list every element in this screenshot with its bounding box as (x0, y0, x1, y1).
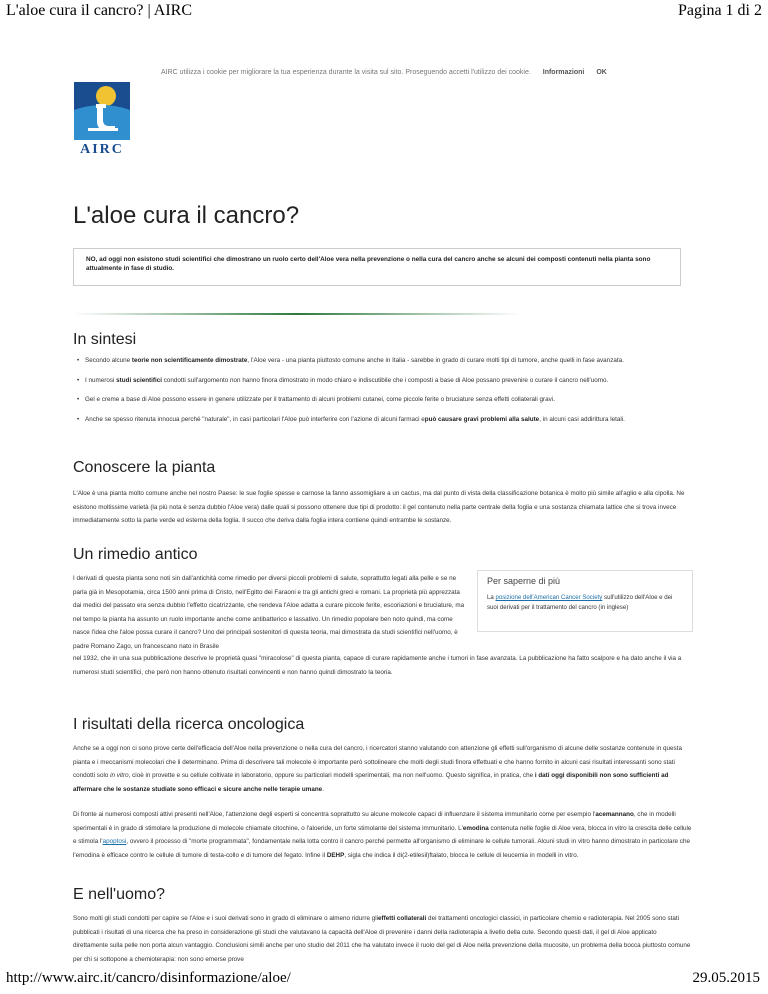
paragraph-ricerca-2: Di fronte ai numerosi composti attivi presenti nell'Aloe, l'attenzione degli esperti si concentra soprattutto su alcune molecole capaci di influenzare il sistema immunitario come per esempio l'acemannano, che in modelli sperimentali è in grado di stimolare la produzione di molecole chiamate citochine, o l'aloeride, un forte stimolante del sistema immunitario. L'emodina contenuta nelle foglie di Aloe vera, blocca in vitro la crescita delle cellule e stimola l'apoptosi, ovvero il processo di "morte programmata", fondamentale nella lotta contro il cancro perché permette all'organismo di eliminare le cellule tumorali. Alcuni studi in vitro hanno dimostrato in particolare che l'emodina è efficace contro le cellule di tumore di testa-collo e di tumore del fegato. Infine il DEHP, sigla che indica il di(2-etilesil)ftalato, blocca le cellule di leucemia in modelli in vitro. (73, 811, 692, 859)
print-header-page: Pagina 1 di 2 (678, 2, 762, 19)
summary-list (73, 354, 693, 432)
paragraph-rimedio-2: nel 1932, che in una sua pubblicazione descrive le proprietà quasi "miracolose" di questa pianta, capace di curare rapidamente anche i tumori in fase avanzata. La pubblicazione ha fatto scalpore e ha dato anche il via a numerosi studi scientifici, che però non hanno ottenuto risultati convincenti e non hanno quindi dimostrato la teoria. (73, 655, 682, 676)
heading-nell-uomo: E nell'uomo? (73, 886, 165, 903)
cookie-bar (161, 69, 607, 76)
heading-un-rimedio-antico: Un rimedio antico (73, 546, 198, 563)
print-footer-date: 29.05.2015 (692, 970, 760, 986)
list-item: • Secondo alcune teorie non scientificamente dimostrate, l'Aloe vera - una pianta piuttosto comune anche in Italia - sarebbe in grado di curare molti tipi di tumore, anche quelli in fase avanzata. (73, 354, 693, 368)
paragraph-rimedio-1: I derivati di questa pianta sono noti sin dall'antichità come rimedio per diversi piccoli problemi di salute, soprattutto legati alla pelle e se ne parla già in Mesopotamia, circa 1500 anni prima di Cristo, nell'Egitto dei Faraoni e tra gli antichi greci e romani. La proprietà più apprezzata dai medici del passato era senza dubbio l'effetto cicatrizzante, che rendeva l'Aloe adatta a curare piccole ferite, escoriazioni e bruciature, ma nel tempo la pianta ha assunto un ruolo importante anche come antibatterico e lassativo. Un rimedio popolare ben noto quindi, ma come nasce l'idea che l'aloe possa curare il cancro? Uno dei principali sostenitori di questa teoria, mai dimostrata da studi scientifici nell'uomo, è padre Romano Zago, un francescano nato in Brasile (73, 575, 465, 650)
heading-conoscere-la-pianta: Conoscere la pianta (73, 459, 216, 476)
list-item: • I numerosi studi scientifici condotti sull'argomento non hanno finora dimostrato in modo chiaro e indiscutibile che i composti a base di Aloe possano prevenire o curare il cancro nell'uomo. (73, 374, 693, 388)
cookie-text: AIRC utilizza i cookie per migliorare la tua esperienza durante la visita sul sito. Proseguendo accetti l'utilizzo dei cookie. (161, 69, 531, 76)
paragraph-ricerca-1: Anche se a oggi non ci sono prove certe dell'efficacia dell'Aloe nella prevenzione o nella cura del cancro, i ricercatori stanno valutando con attenzione gli effetti sull'organismo di alcune delle sostanze contenute in questa pianta e i meccanismi molecolari che li determinano. Prima di descrivere tali molecole è importante però sottolineare che molti degli studi finora effettuati e che hanno fornito in alcuni casi risultati interessanti sono stati condotti solo in vitro, cioè in provette e su cellule coltivate in laboratorio, oppure su particolari modelli sperimentali, ma non nell'uomo. Questo significa, in pratica, che i dati oggi disponibili non sono sufficienti ad affermare che le sostanze studiate sono efficaci e sicure anche nelle terapie umane. (73, 745, 682, 793)
logo-text: AIRC (80, 142, 124, 157)
logo-emblem-icon (74, 82, 130, 140)
cookie-info-link[interactable]: Informazioni (542, 69, 585, 76)
acs-position-link[interactable]: posizione dell'American Cancer Society (495, 594, 603, 601)
related-info-heading: Per saperne di più (487, 576, 561, 586)
heading-in-sintesi: In sintesi (73, 331, 137, 348)
list-item: • Anche se spesso ritenuta innocua perché "naturale", in casi particolari l'Aloe può interferire con l'azione di alcuni farmaci epuò causare gravi problemi alla salute, in alcuni casi addirittura letali. (73, 413, 693, 427)
summary-box: NO, ad oggi non esistono studi scientifici che dimostrano un ruolo certo dell'Aloe vera nella prevenzione o nella cura del cancro anche se alcuni dei composti contenuti nella pianta sono attualmente in fase di studio. (73, 248, 681, 286)
list-item: • Gel e creme a base di Aloe possono essere in genere utilizzate per il trattamento di alcuni problemi cutanei, come piccole ferite o bruciature senza effetti collaterali gravi. (73, 393, 693, 407)
print-header-title: L'aloe cura il cancro? | AIRC (6, 2, 193, 19)
airc-logo[interactable] (74, 82, 130, 162)
paragraph-uomo: Sono molti gli studi condotti per capire se l'Aloe e i suoi derivati sono in grado di eliminare o almeno ridurre glieffetti collaterali dei trattamenti oncologici classici, in particolare chemio e radioterapia. Nel 2005 sono stati pubblicati i risultati di una ricerca che ha preso in considerazione gli studi che valutavano la capacità dell'Aloe di prevenire i danni della radioterapia a livello della cute. Secondo questi dati, il gel di Aloe applicato direttamente sulla pelle non porta alcun vantaggio. Conclusioni simili anche per uno studio del 2011 che ha valutato invece il ruolo del gel di Aloe nella prevenzione della mucosite, un problema della bocca piuttosto comune per chi si sottopone a chemioterapia: non sono emerse prove (73, 915, 691, 963)
heading-risultati-ricerca: I risultati della ricerca oncologica (73, 716, 305, 733)
page-title: L'aloe cura il cancro? (73, 202, 300, 229)
related-info-text: La posizione dell'American Cancer Society sull'utilizzo dell'Aloe e dei suoi derivati per il trattamento del cancro (in inglese) (487, 594, 673, 611)
cookie-ok-button[interactable]: OK (596, 69, 607, 76)
related-info-box (477, 570, 693, 632)
logo-mark (74, 82, 130, 140)
paragraph-pianta: L'Aloe è una pianta molto comune anche nel nostro Paese: le sue foglie spesse e carnose la fanno assomigliare a un cactus, ma dal punto di vista della classificazione botanica è molto più simile all'aglio e alla cipolla. Ne esistono moltissime varietà (la più nota è senza dubbio l'Aloe vera) dalle quali si possono ottenere due tipi di prodotto: il gel contenuto nella parte centrale della foglia e una sostanza chiamata lattice che si trova invece immediatamente sotto la parte verde ed esterna della foglia. Il succo che deriva dalla foglia intera contiene quindi entrambe le sostanze. (73, 490, 685, 524)
print-footer-url: http://www.airc.it/cancro/disinformazione/aloe/ (6, 970, 291, 986)
section-divider (73, 313, 521, 315)
apoptosi-link[interactable]: apoptosi (102, 838, 127, 845)
